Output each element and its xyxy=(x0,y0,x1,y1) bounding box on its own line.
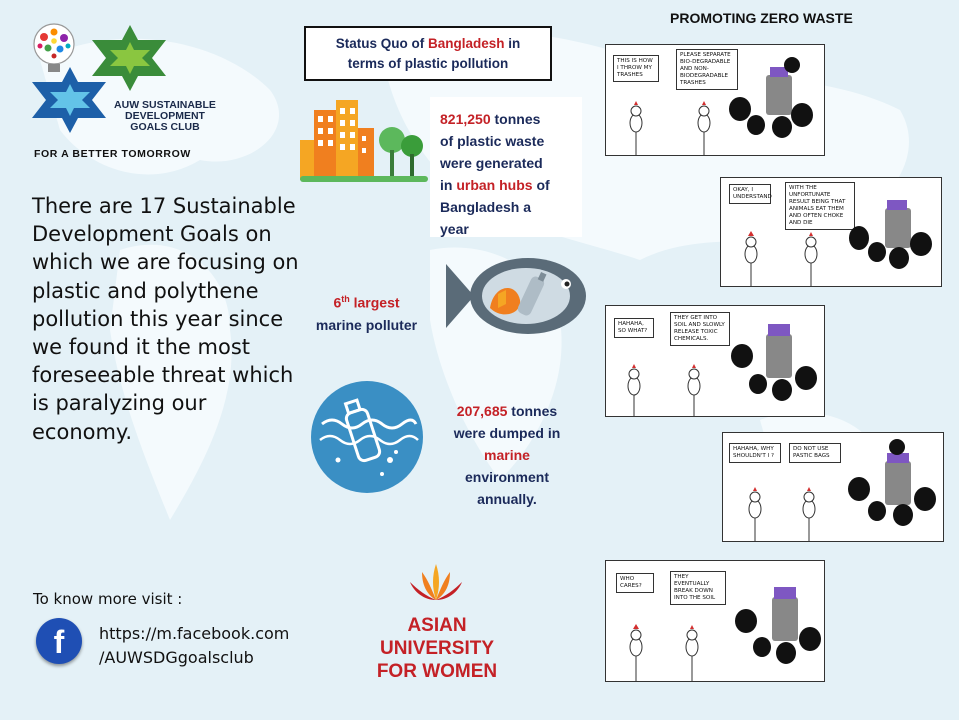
promo-title: PROMOTING ZERO WASTE xyxy=(670,10,853,26)
speech-bubble-left: HAHAHA, WHY SHOULDN'T I ? xyxy=(729,443,781,463)
club-name: AUW SUSTAINABLE DEVELOPMENT GOALS CLUB xyxy=(114,99,216,133)
stat-3-text-b: were dumped in xyxy=(453,425,561,441)
university-name-line1: ASIAN UNIVERSITY xyxy=(379,615,495,659)
stat-1-text-f: year xyxy=(440,221,469,237)
speech-bubble-right: DO NOT USE PASTIC BAGS xyxy=(789,443,841,463)
comic-panel-2 xyxy=(720,177,942,287)
comic-panel-5 xyxy=(605,560,825,682)
comic-panel-4 xyxy=(722,432,944,542)
status-title-box xyxy=(304,26,552,81)
stat-1-number: 821,250 xyxy=(440,111,491,127)
status-title-before: Status Quo of xyxy=(335,36,428,51)
stat-3-text-e: annually. xyxy=(477,491,537,507)
status-title-line2: terms of plastic pollution xyxy=(347,56,509,71)
chickens-and-trash-illustration xyxy=(721,178,942,287)
stat-2-number: 6 xyxy=(333,294,342,311)
stat-1-text-e: Bangladesh a xyxy=(440,199,532,215)
comic-panel-3 xyxy=(605,305,825,417)
speech-bubble-left: WHO CARES? xyxy=(616,573,654,593)
stat-2-line2: marine polluter xyxy=(315,316,418,333)
intro-paragraph: There are 17 Sustainable Development Goals on which we are focusing on plastic and polythene pollution this year since we found it the most foreseeable threat which is paralyzing our economy. xyxy=(32,194,299,444)
facebook-url-line1: https://m.facebook.com xyxy=(99,624,290,643)
facebook-icon[interactable]: f xyxy=(36,618,82,664)
stat-1-text-d-red: urban hubs xyxy=(456,177,533,193)
stat-1-text-d-post: of xyxy=(532,177,550,193)
stat-2-sup: th xyxy=(341,294,350,304)
stat-marine-dumped xyxy=(432,400,582,510)
stat-1-text-a: tonnes xyxy=(490,111,541,127)
university-name-line2: FOR WOMEN xyxy=(376,661,498,682)
fish-with-plastic-icon xyxy=(446,254,586,338)
status-title-line1 xyxy=(306,34,550,54)
speech-bubble-right: PLEASE SEPARATE BIO-DEGRADABLE AND NON-BIODEGRADABLE TRASHES xyxy=(676,49,738,90)
stat-3-text-a: tonnes xyxy=(507,403,558,419)
status-title-highlight: Bangladesh xyxy=(427,36,505,51)
plastic-in-water-icon xyxy=(310,380,424,494)
chickens-and-trash-illustration xyxy=(606,306,825,417)
university-lotus-icon xyxy=(406,560,466,610)
stat-3-number: 207,685 xyxy=(456,403,508,419)
chickens-and-trash-illustration xyxy=(606,45,825,156)
stat-1-text-b: of plastic waste xyxy=(440,133,545,149)
tagline: FOR A BETTER TOMORROW xyxy=(34,148,191,160)
speech-bubble-right: THEY GET INTO SOIL AND SLOWLY RELEASE TOXIC CHEMICALS. xyxy=(670,312,730,346)
stat-2-rest: largest xyxy=(349,294,400,311)
speech-bubble-right: THEY EVENTUALLY BREAK DOWN INTO THE SOIL xyxy=(670,571,726,605)
city-buildings-icon xyxy=(300,100,428,184)
stat-urban-waste xyxy=(440,108,590,240)
stat-marine-polluter xyxy=(304,288,429,336)
speech-bubble-left: HAHAHA, SO WHAT? xyxy=(614,318,654,338)
status-title-after: in xyxy=(504,36,521,51)
speech-bubble-left: THIS IS HOW I THROW MY TRASHES xyxy=(613,55,659,82)
stat-1-text-c: were generated xyxy=(440,155,543,171)
stat-1-text-d-pre: in xyxy=(440,177,457,193)
speech-bubble-right: WITH THE UNFORTUNATE RESULT BEING THAT ANIMALS EAT THEM AND OFTEN CHOKE AND DIE xyxy=(785,182,855,230)
facebook-url-line2: /AUWSDGgoalsclub xyxy=(99,648,254,667)
comic-panel-1 xyxy=(605,44,825,156)
visit-label: To know more visit : xyxy=(33,590,183,608)
speech-bubble-left: OKAY, I UNDERSTAND xyxy=(729,184,771,204)
chickens-and-trash-illustration xyxy=(606,561,825,682)
facebook-link[interactable] xyxy=(99,622,289,670)
university-name xyxy=(352,614,522,683)
chickens-and-trash-illustration xyxy=(723,433,944,542)
stat-3-text-d: environment xyxy=(464,469,549,485)
stat-3-text-c: marine xyxy=(484,447,530,463)
